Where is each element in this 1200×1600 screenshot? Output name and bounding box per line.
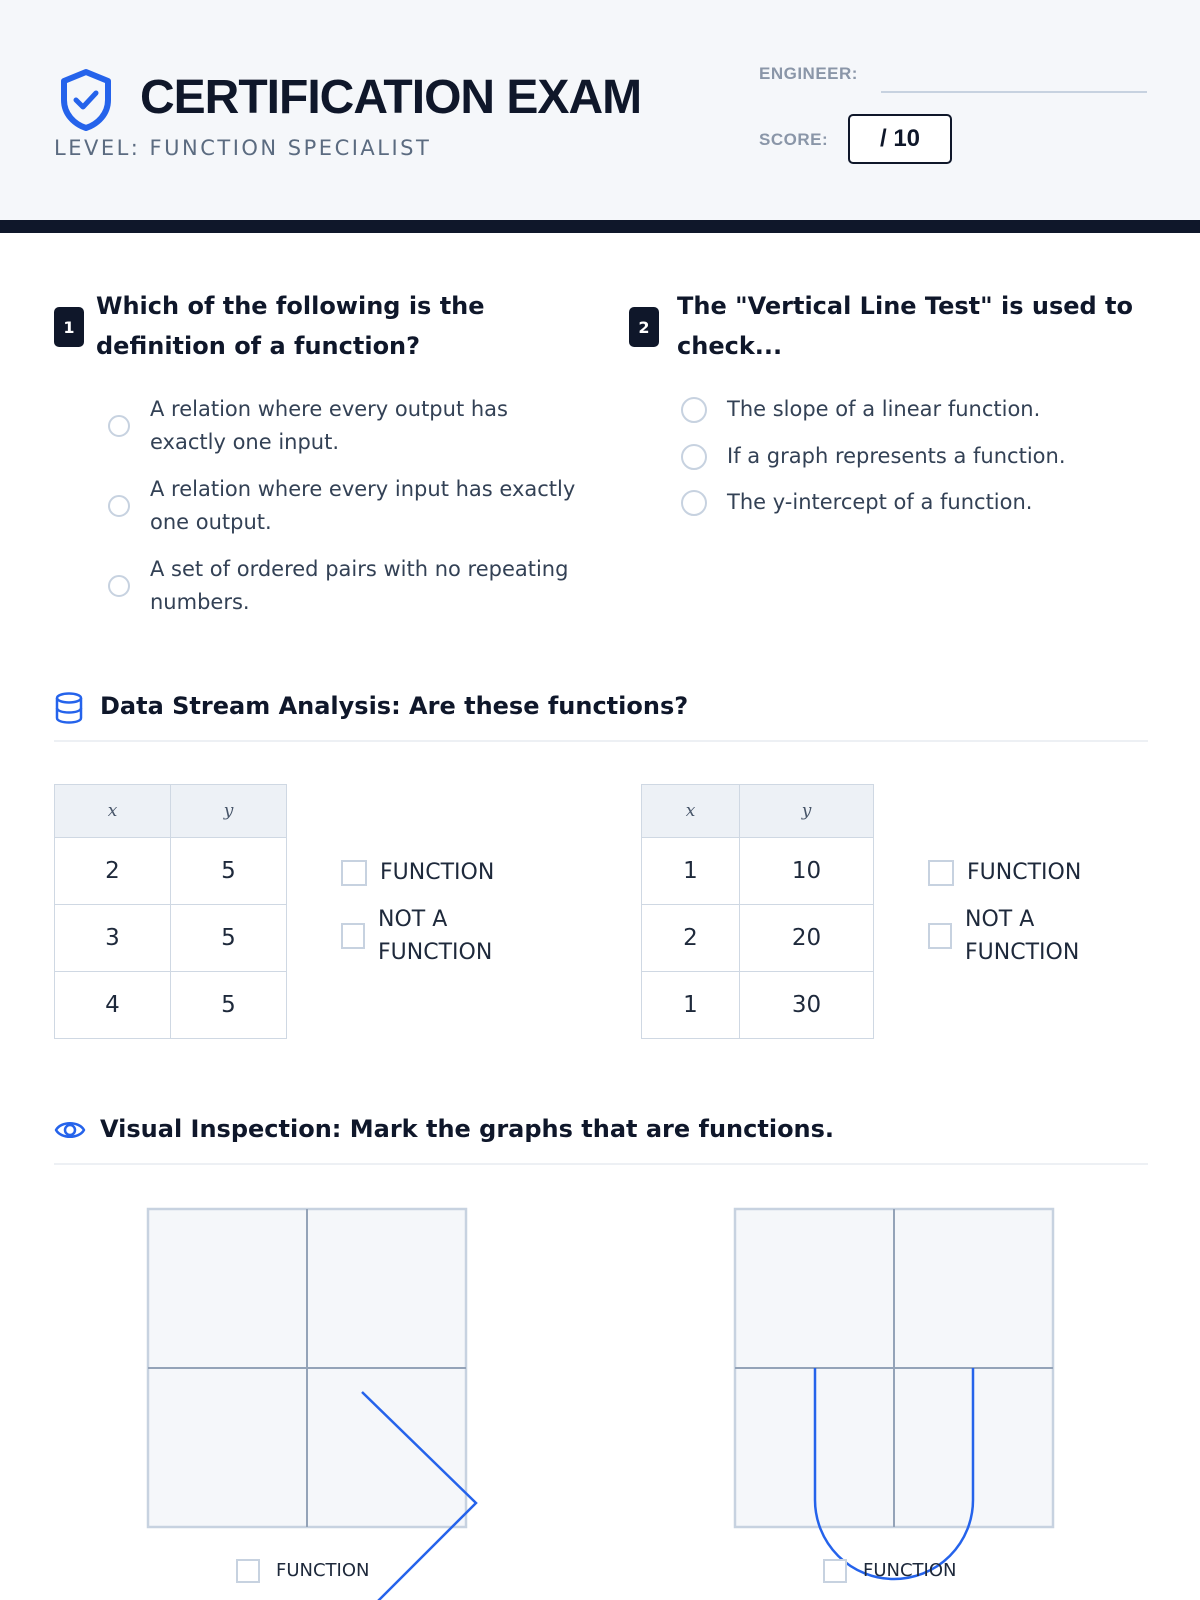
checkbox-label: NOT A FUNCTION (965, 907, 1080, 965)
checkbox-label: FUNCTION (380, 860, 495, 885)
score-value: / 10 (879, 125, 921, 152)
checkbox[interactable] (236, 1559, 260, 1583)
table-cell: 10 (740, 838, 874, 905)
option-label: The y-intercept of a function. (727, 490, 1033, 514)
checkbox-label: FUNCTION (276, 1560, 370, 1581)
table-header-x: x (55, 785, 171, 838)
score-label: SCORE: (759, 130, 829, 149)
table-cell: 5 (171, 838, 287, 905)
table-header-y: y (171, 785, 287, 838)
checkbox[interactable] (823, 1559, 847, 1583)
option-label: If a graph represents a function. (727, 444, 1066, 468)
table-cell: 2 (55, 838, 171, 905)
table-header-x: x (642, 785, 740, 838)
checkbox-label: FUNCTION (863, 1560, 957, 1581)
table-cell: 3 (55, 905, 171, 972)
question-number-badge: 2 (629, 307, 659, 347)
table-cell: 4 (55, 972, 171, 1039)
option-label: A relation where every output has exactly one input. (150, 397, 508, 454)
graph-2 (735, 1209, 1053, 1579)
checkbox-label: NOT A FUNCTION (378, 907, 493, 965)
graph-1 (148, 1209, 476, 1600)
option-label: A set of ordered pairs with no repeating numbers. (150, 557, 569, 614)
page-title: CERTIFICATION EXAM (140, 71, 642, 124)
table-cell: 30 (740, 972, 874, 1039)
graph-2-function-choice[interactable] (823, 1554, 957, 1587)
graph-1-function-choice[interactable] (236, 1554, 370, 1587)
table-header-y: y (740, 785, 874, 838)
table-cell: 1 (642, 972, 740, 1039)
checkbox-label: FUNCTION (967, 860, 1082, 885)
table-cell: 5 (171, 972, 287, 1039)
engineer-label: ENGINEER: (759, 64, 858, 83)
question-1-text: Which of the following is the definition of a function? (96, 292, 485, 360)
data-section-title: Data Stream Analysis: Are these functions? (100, 692, 689, 720)
option-label: A relation where every input has exactly one output. (150, 477, 576, 534)
table-cell: 2 (642, 905, 740, 972)
exam-level: LEVEL: FUNCTION SPECIALIST (54, 136, 432, 160)
option-label: The slope of a linear function. (727, 397, 1041, 421)
visual-section-title: Visual Inspection: Mark the graphs that are functions. (100, 1115, 835, 1143)
table-cell: 5 (171, 905, 287, 972)
table-cell: 1 (642, 838, 740, 905)
question-2-text: The "Vertical Line Test" is used to check... (677, 292, 1133, 360)
question-number-badge: 1 (54, 307, 84, 347)
table-cell: 20 (740, 905, 874, 972)
